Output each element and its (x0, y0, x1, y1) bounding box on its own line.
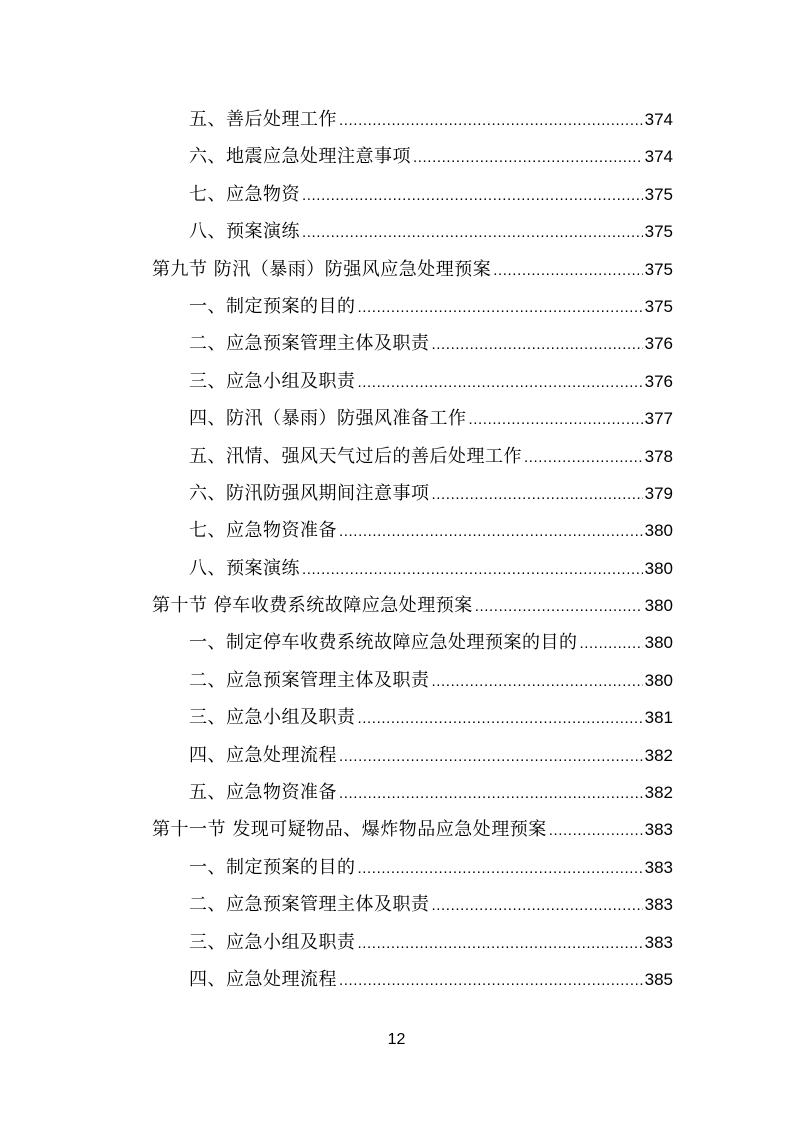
toc-entry-page: 375 (644, 296, 673, 316)
toc-entry-page: 385 (644, 969, 673, 989)
toc-leader-dots (339, 102, 643, 139)
toc-leader-dots (432, 663, 643, 700)
table-of-contents (152, 101, 673, 998)
toc-entry-page: 375 (644, 184, 673, 204)
toc-leader-dots (358, 289, 643, 326)
toc-leader-dots (358, 700, 643, 737)
toc-entry-label: 四、应急处理流程 (189, 744, 337, 766)
toc-entry-page: 380 (644, 558, 673, 578)
toc-leader-dots (475, 588, 643, 625)
toc-entry-page: 383 (644, 895, 673, 915)
toc-entry-page: 382 (644, 783, 673, 803)
toc-entry-page: 376 (644, 334, 673, 354)
toc-entry-label: 四、应急处理流程 (189, 968, 337, 990)
toc-section-heading (152, 587, 673, 624)
toc-entry (152, 961, 673, 998)
toc-entry (152, 849, 673, 886)
toc-entry-page: 382 (644, 745, 673, 765)
toc-leader-dots (302, 214, 643, 251)
toc-entry-page: 377 (644, 409, 673, 429)
toc-entry (152, 624, 673, 661)
toc-leader-dots (549, 812, 643, 849)
toc-leader-dots (469, 401, 643, 438)
toc-entry (152, 475, 673, 512)
toc-leader-dots (524, 439, 643, 476)
toc-entry (152, 512, 673, 549)
toc-entry (152, 737, 673, 774)
toc-entry-page: 383 (644, 820, 673, 840)
toc-leader-dots (432, 476, 643, 513)
toc-entry (152, 886, 673, 923)
page-number: 12 (387, 1031, 406, 1048)
toc-leader-dots (339, 775, 643, 812)
toc-leader-dots (432, 326, 643, 363)
toc-entry (152, 213, 673, 250)
toc-entry-page: 381 (644, 708, 673, 728)
toc-entry (152, 138, 673, 175)
toc-entry-label: 二、应急预案管理主体及职责 (189, 669, 430, 691)
toc-leader-dots (580, 625, 643, 662)
toc-leader-dots (339, 738, 643, 775)
toc-leader-dots (432, 887, 643, 924)
toc-entry-page: 374 (644, 147, 673, 167)
toc-entry (152, 662, 673, 699)
toc-entry-page: 380 (644, 596, 673, 616)
toc-entry (152, 400, 673, 437)
toc-entry-label: 三、应急小组及职责 (189, 370, 356, 392)
toc-entry-label: 八、预案演练 (189, 221, 300, 243)
toc-entry-label: 一、制定预案的目的 (189, 856, 356, 878)
toc-entry-label: 七、应急物资准备 (189, 520, 337, 542)
toc-entry-page: 379 (644, 483, 673, 503)
toc-entry-label: 二、应急预案管理主体及职责 (189, 894, 430, 916)
toc-entry-page: 380 (644, 670, 673, 690)
toc-entry-page: 375 (644, 259, 673, 279)
toc-entry-label: 八、预案演练 (189, 557, 300, 579)
toc-entry (152, 550, 673, 587)
toc-entry-label: 五、应急物资准备 (189, 782, 337, 804)
toc-entry-label: 四、防汛（暴雨）防强风准备工作 (189, 408, 467, 430)
toc-entry-page: 375 (644, 222, 673, 242)
toc-section-heading (152, 251, 673, 288)
toc-leader-dots (493, 252, 642, 289)
toc-leader-dots (358, 364, 643, 401)
toc-leader-dots (339, 962, 643, 999)
toc-section-heading (152, 811, 673, 848)
toc-entry (152, 774, 673, 811)
toc-entry-label: 一、制定停车收费系统故障应急处理预案的目的 (189, 632, 578, 654)
toc-entry-label: 第十节 停车收费系统故障应急处理预案 (152, 595, 473, 617)
toc-entry-page: 380 (644, 521, 673, 541)
toc-entry-page: 376 (644, 371, 673, 391)
toc-entry-label: 六、防汛防强风期间注意事项 (189, 482, 430, 504)
toc-entry (152, 924, 673, 961)
toc-entry-label: 第十一节 发现可疑物品、爆炸物品应急处理预案 (152, 819, 547, 841)
toc-entry-label: 六、地震应急处理注意事项 (189, 146, 411, 168)
toc-entry (152, 101, 673, 138)
toc-entry-page: 374 (644, 110, 673, 129)
toc-entry (152, 438, 673, 475)
toc-leader-dots (302, 177, 643, 214)
toc-entry (152, 699, 673, 736)
toc-entry-label: 五、汛情、强风天气过后的善后处理工作 (189, 445, 522, 467)
toc-leader-dots (302, 551, 643, 588)
toc-entry-page: 378 (644, 446, 673, 466)
toc-entry (152, 325, 673, 362)
toc-entry (152, 176, 673, 213)
toc-leader-dots (358, 850, 643, 887)
toc-entry-label: 第九节 防汛（暴雨）防强风应急处理预案 (152, 258, 492, 280)
toc-leader-dots (413, 139, 643, 176)
toc-entry-label: 一、制定预案的目的 (189, 295, 356, 317)
toc-entry-page: 383 (644, 932, 673, 952)
toc-leader-dots (358, 925, 643, 962)
toc-entry-label: 七、应急物资 (189, 183, 300, 205)
toc-entry-label: 三、应急小组及职责 (189, 931, 356, 953)
toc-entry (152, 363, 673, 400)
toc-entry-label: 五、善后处理工作 (189, 109, 337, 130)
toc-leader-dots (339, 513, 643, 550)
toc-entry (152, 288, 673, 325)
toc-entry-page: 380 (644, 633, 673, 653)
toc-entry-label: 三、应急小组及职责 (189, 707, 356, 729)
toc-entry-label: 二、应急预案管理主体及职责 (189, 333, 430, 355)
toc-entry-page: 383 (644, 857, 673, 877)
